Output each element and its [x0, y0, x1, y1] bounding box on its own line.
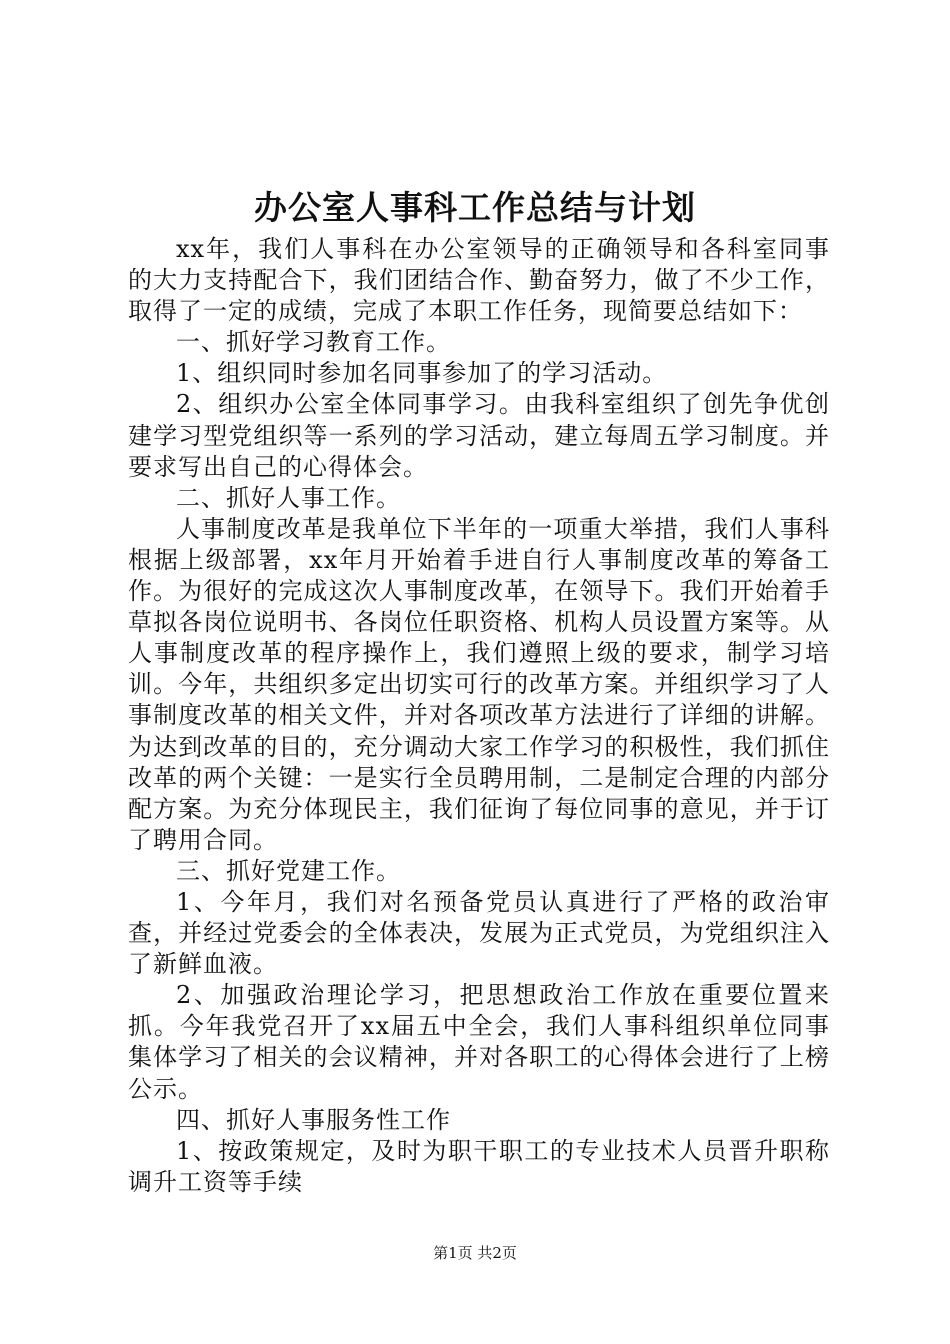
document-title: 办公室人事科工作总结与计划 — [254, 188, 696, 227]
section-heading-study: 一、抓好学习教育工作。 — [176, 328, 451, 357]
page-footer: 第1页 共2页 — [433, 1244, 517, 1262]
paragraph-study-2: 2、组织办公室全体同事学习。由我科室组织了创先争优创建学习型党组织等一系列的学习活动，建立每周五学习制度。并要求写出自己的心得体会。 — [128, 390, 830, 481]
section-heading-party: 三、抓好党建工作。 — [176, 856, 401, 885]
paragraph-study-1: 1、组织同时参加名同事参加了的学习活动。 — [176, 359, 668, 388]
paragraph-party-2: 2、加强政治理论学习，把思想政治工作放在重要位置来抓。今年我党召开了xx届五中全会，我们人事科组织单位同事集体学习了相关的会议精神，并对各职工的心得体会进行了上榜公示。 — [128, 981, 830, 1103]
section-heading-personnel: 二、抓好人事工作。 — [176, 483, 401, 512]
paragraph-party-1: 1、今年月，我们对名预备党员认真进行了严格的政治审查，并经过党委会的全体表决，发展为正式党员，为党组织注入了新鲜血液。 — [128, 887, 830, 979]
section-heading-service: 四、抓好人事服务性工作 — [176, 1105, 451, 1134]
paragraph-personnel: 人事制度改革是我单位下半年的一项重大举措，我们人事科根据上级部署，xx年月开始着手进自行人事制度改革的筹备工作。为很好的完成这次人事制度改革，在领导下。我们开始着手草拟各岗位说明书、各岗位任职资格、机构人员设置方案等。从人事制度改革的程序操作上，我们遵照上级的要求，制学习培训。今年，共组织多定出切实可行的改革方案。并组织学习了人事制度改革的相关文件，并对各项改革方法进行了详细的讲解。为达到改革的目的，充分调动大家工作学习的积极性，我们抓住改革的两个关键：一是实行全员聘用制，二是制定合理的内部分配方案。为充分体现民主，我们征询了每位同事的意见，并于订了聘用合同。 — [128, 514, 830, 854]
document-body — [128, 234, 830, 1198]
paragraph-intro: xx年，我们人事科在办公室领导的正确领导和各科室同事的大力支持配合下，我们团结合作、勤奋努力，做了不少工作，取得了一定的成绩，完成了本职工作任务，现简要总结如下： — [128, 235, 830, 326]
paragraph-service-1: 1、按政策规定，及时为职干职工的专业技术人员晋升职称调升工资等手续 — [128, 1136, 830, 1196]
